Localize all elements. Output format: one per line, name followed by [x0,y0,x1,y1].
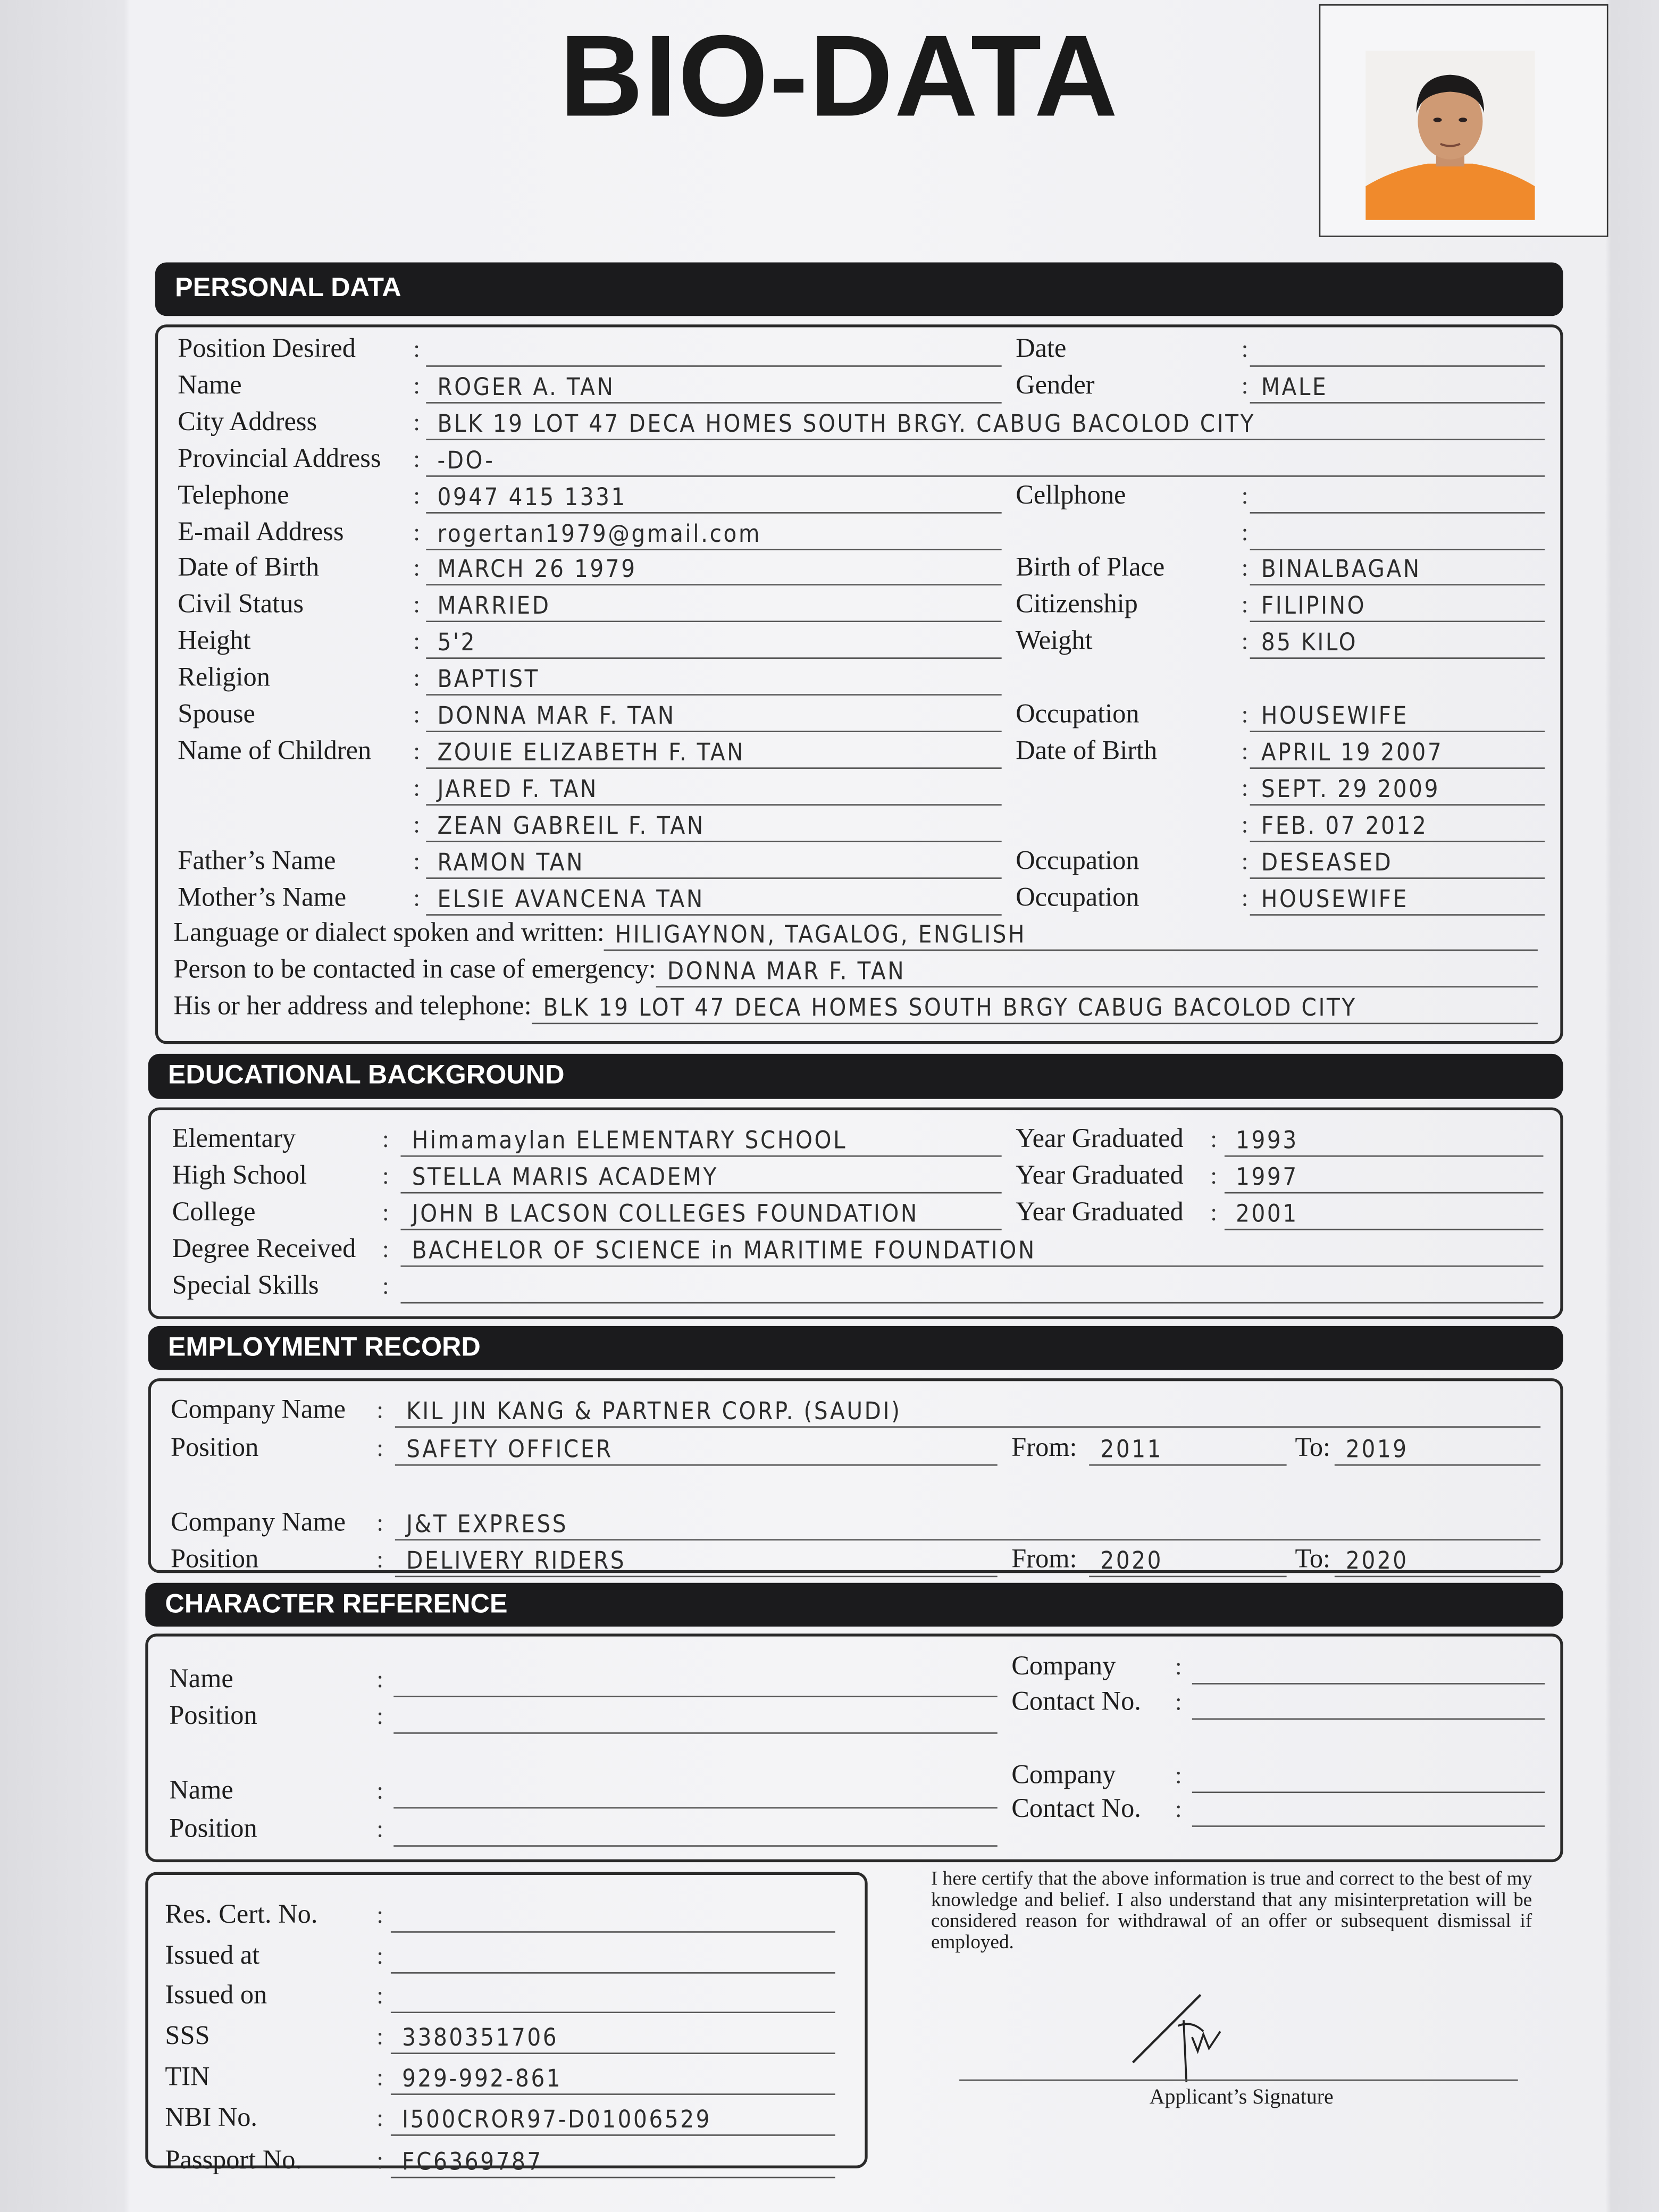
input-field[interactable] [426,513,1001,549]
position-field[interactable] [395,1540,998,1577]
form-row [158,989,1560,1026]
company-name-field[interactable] [395,1391,1540,1428]
handwritten-value: BACHELOR OF SCIENCE in MARITIME FOUNDATION [412,1237,1036,1266]
field-label: Provincial Address [178,443,381,474]
section-header-personal-data: PERSONAL DATA [155,262,1563,316]
input-field[interactable] [1250,549,1545,586]
field-label: Father’s Name [178,845,336,876]
certification-statement: I here certify that the above information is true and correct to the best of my knowledge and belief. I also understand that any misinterpretation will be considered reason for withdrawal of an offer or subsequent dismissal if employed. [931,1869,1532,1954]
field-label: NBI No. [165,2103,258,2133]
field-label: Gender [1016,371,1095,401]
form-row [158,733,1560,770]
form-row [158,770,1560,807]
handwritten-value: 2011 [1100,1436,1163,1464]
field-label: Name [169,1776,233,1806]
input-field[interactable] [1250,696,1545,732]
input-field[interactable] [426,805,1001,842]
field-label: Occupation [1016,882,1139,912]
field-label: Date of Birth [1016,736,1158,766]
colon-separator: : [376,1396,383,1423]
handwritten-value: BLK 19 LOT 47 DECA HOMES SOUTH BRGY CABUG BACOLOD CITY [542,994,1357,1023]
form-title: BIO-DATA [559,12,1119,141]
handwritten-value: HOUSEWIFE [1261,885,1409,914]
field-label: Passport No. [165,2146,303,2176]
input-field[interactable] [426,330,1001,367]
field-label: Telephone [178,480,289,510]
form-row [158,916,1560,953]
colon-separator: : [413,445,420,472]
form-row [151,1231,1560,1268]
field-label: Res. Cert. No. [165,1900,318,1930]
colon-separator: : [376,2147,383,2174]
form-row [158,477,1560,514]
input-field[interactable] [1250,330,1545,367]
form-row [158,514,1560,551]
field-label: Name [169,1664,233,1695]
form-row [151,1121,1560,1158]
input-field[interactable] [426,659,1001,696]
form-row [148,2060,865,2097]
field-label: Civil Status [178,590,304,620]
handwritten-value: -DO- [437,447,495,475]
field-label: Date [1016,334,1067,364]
colon-separator: : [413,555,420,582]
field-label: Position Desired [178,334,356,364]
colon-separator: : [376,1982,383,2009]
colon-separator: : [1175,1796,1182,1823]
form-row [158,879,1560,916]
to-year-field[interactable] [1335,1540,1540,1577]
inline-field [173,989,1538,1026]
colon-separator: : [376,1509,383,1537]
colon-separator: : [413,628,420,655]
input-field[interactable] [400,1194,1001,1230]
colon-separator: : [1241,555,1249,582]
company-name-field[interactable] [395,1504,1540,1540]
colon-separator: : [413,884,420,911]
form-row [148,1758,1561,1795]
field-label: Mother’s Name [178,882,347,912]
input-field[interactable] [391,2141,835,2178]
colon-separator: : [376,1815,383,1842]
form-row [148,1649,1561,1686]
form-row [158,697,1560,734]
input-field[interactable] [400,1267,1543,1303]
field-label: Degree Received [172,1234,356,1264]
handwritten-value: ROGER A. TAN [437,373,615,402]
colon-separator: : [1210,1162,1217,1189]
field-label: TIN [165,2062,210,2092]
input-field[interactable] [656,951,1538,988]
input-field[interactable] [426,440,1545,476]
form-row [148,1791,1561,1828]
form-row [151,1393,1560,1429]
handwritten-value: Himamaylan ELEMENTARY SCHOOL [412,1127,848,1155]
input-field[interactable] [426,623,1001,659]
input-field[interactable] [426,549,1001,586]
colon-separator: : [413,664,420,692]
form-row [158,660,1560,697]
input-field[interactable] [1225,1120,1544,1157]
field-label: Occupation [1016,845,1139,876]
colon-separator: : [376,1901,383,1929]
field-label: Date of Birth [178,554,320,583]
field-label: College [172,1197,256,1228]
field-label: Company [1011,1652,1116,1682]
input-field[interactable] [391,1896,835,1933]
reference-company-field[interactable] [1192,1756,1545,1793]
colon-separator: : [1241,847,1249,874]
input-field[interactable] [426,696,1001,732]
input-field[interactable] [391,2017,835,2054]
handwritten-value: BAPTIST [437,666,540,694]
handwritten-value: 0947 415 1331 [437,483,627,512]
handwritten-value: JOHN B LACSON COLLEGES FOUNDATION [412,1200,919,1229]
handwritten-value: JARED F. TAN [437,775,598,804]
colon-separator: : [1241,701,1249,728]
handwritten-value: SAFETY OFFICER [406,1436,613,1464]
colon-separator: : [376,1435,383,1462]
handwritten-value: MARRIED [437,593,551,622]
field-label: Special Skills [172,1271,319,1301]
colon-separator: : [382,1162,389,1189]
form-row [151,1542,1560,1579]
handwritten-value: DONNA MAR F. TAN [437,702,676,731]
character-reference-section [145,1633,1563,1862]
input-field[interactable] [1250,513,1545,549]
handwritten-value: FEB. 07 2012 [1261,812,1428,841]
colon-separator: : [1241,591,1249,618]
form-row [148,2019,865,2056]
field-label: His or her address and telephone: [173,992,532,1022]
handwritten-value: 85 KILO [1261,629,1358,658]
colon-separator: : [376,1777,383,1805]
input-field[interactable] [426,732,1001,769]
colon-separator: : [1175,1762,1182,1789]
form-row [148,2143,865,2180]
handwritten-value: 2020 [1100,1547,1163,1576]
form-row [148,1978,865,2015]
field-label: Religion [178,663,270,693]
form-row [158,624,1560,660]
form-row [151,1268,1560,1305]
form-row [148,1685,1561,1721]
input-field[interactable] [426,403,1545,440]
field-label: City Address [178,407,317,437]
input-field[interactable] [426,367,1001,404]
handwritten-value: J&T EXPRESS [406,1511,568,1539]
section-header-character-reference: CHARACTER REFERENCE [145,1583,1563,1627]
input-field[interactable] [1225,1194,1544,1230]
field-label: Contact No. [1011,1687,1141,1717]
input-field[interactable] [400,1120,1001,1157]
colon-separator: : [413,518,420,546]
handwritten-value: APRIL 19 2007 [1261,739,1444,767]
field-label: High School [172,1161,307,1191]
signature-label: Applicant’s Signature [1149,2086,1334,2109]
field-label: Company Name [171,1395,346,1425]
input-field[interactable] [605,915,1538,951]
handwritten-value: 3380351706 [402,2024,559,2053]
handwritten-value: ELSIE AVANCENA TAN [437,885,705,914]
input-field[interactable] [1250,367,1545,404]
form-row [148,1938,865,1975]
position-field[interactable] [395,1429,998,1466]
handwritten-value: 2001 [1236,1200,1298,1229]
field-label: SSS [165,2021,210,2051]
field-label: Company [1011,1761,1116,1790]
colon-separator: : [413,591,420,618]
input-field[interactable] [426,586,1001,623]
colon-separator: : [382,1272,389,1300]
colon-separator: : [413,847,420,874]
from-year-field[interactable] [1089,1429,1286,1466]
field-label: To: [1295,1433,1331,1463]
field-label: Year Graduated [1016,1197,1184,1228]
colon-separator: : [382,1126,389,1153]
handwritten-value: rogertan1979@gmail.com [437,520,762,548]
handwritten-value: BINALBAGAN [1261,556,1421,585]
field-label: From: [1011,1545,1077,1574]
field-label: Position [171,1545,259,1574]
form-row [151,1430,1560,1467]
id-photo-frame [1319,4,1608,237]
form-row [158,843,1560,879]
colon-separator: : [1241,810,1249,838]
input-field[interactable] [532,988,1538,1025]
colon-separator: : [1175,1688,1182,1716]
colon-separator: : [382,1236,389,1263]
form-row [158,331,1560,368]
colon-separator: : [413,408,420,436]
field-label: Language or dialect spoken and written: [173,919,605,949]
applicant-photo [1365,51,1535,220]
form-row [151,1505,1560,1542]
input-field[interactable] [1250,623,1545,659]
handwritten-value: 5'2 [437,629,477,658]
input-field[interactable] [1250,586,1545,623]
form-row [158,405,1560,441]
form-row [148,1897,865,1934]
input-field[interactable] [1250,805,1545,842]
field-label: Person to be contacted in case of emergency: [173,955,656,985]
handwritten-value: DONNA MAR F. TAN [667,958,906,987]
form-row [158,368,1560,405]
colon-separator: : [376,2105,383,2132]
field-label: Name [178,371,242,401]
field-label: Contact No. [1011,1794,1141,1824]
signature-line [959,2080,1518,2081]
input-field[interactable] [1225,1157,1544,1194]
handwritten-value: KIL JIN KANG & PARTNER CORP. (SAUDI) [406,1398,902,1427]
field-label: Position [171,1433,259,1463]
input-field[interactable] [1250,476,1545,513]
handwritten-value: 2019 [1346,1436,1409,1464]
reference-company-field[interactable] [1192,1648,1545,1685]
input-field[interactable] [426,878,1001,915]
colon-separator: : [413,372,420,399]
colon-separator: : [376,1666,383,1693]
input-field[interactable] [1250,842,1545,878]
colon-separator: : [376,2023,383,2050]
form-row [158,807,1560,843]
colon-separator: : [1210,1199,1217,1226]
colon-separator: : [376,1546,383,1573]
field-label: Elementary [172,1124,296,1154]
government-ids-section [145,1872,867,2177]
colon-separator: : [376,1703,383,1730]
handwritten-value: ZEAN GABREIL F. TAN [437,812,705,841]
field-label: Year Graduated [1016,1124,1184,1154]
field-label: Company Name [171,1508,346,1538]
field-label: Birth of Place [1016,554,1165,583]
handwritten-value: FC6369787 [402,2148,543,2177]
field-label: Height [178,626,251,657]
field-label: Name of Children [178,736,372,766]
field-label: Position [169,1814,257,1844]
reference-contact-field[interactable] [1192,1790,1545,1827]
colon-separator: : [382,1199,389,1226]
field-label: From: [1011,1433,1077,1463]
colon-separator: : [1210,1126,1217,1153]
form-row [148,2100,865,2137]
field-label: Occupation [1016,699,1139,730]
handwritten-value: HILIGAYNON, TAGALOG, ENGLISH [616,921,1027,950]
field-label: Weight [1016,626,1093,657]
input-field[interactable] [391,2099,835,2136]
colon-separator: : [1241,628,1249,655]
colon-separator: : [413,738,420,765]
handwritten-value: SEPT. 29 2009 [1261,775,1440,804]
colon-separator: : [1241,774,1249,801]
inline-field [173,953,1538,990]
section-header-education: EDUCATIONAL BACKGROUND [148,1054,1563,1099]
colon-separator: : [1175,1653,1182,1680]
input-field[interactable] [400,1157,1001,1194]
colon-separator: : [413,482,420,509]
handwritten-value: MARCH 26 1979 [437,556,637,585]
handwritten-value: 2020 [1346,1547,1409,1576]
input-field[interactable] [391,1937,835,1974]
from-year-field[interactable] [1089,1540,1286,1577]
field-label: Issued on [165,1980,267,2010]
personal-data-section [155,324,1563,1044]
field-label: Issued at [165,1941,260,1971]
colon-separator: : [1241,738,1249,765]
handwritten-value: MALE [1261,373,1328,402]
handwritten-value: 1997 [1236,1163,1298,1192]
colon-separator: : [1241,372,1249,399]
input-field[interactable] [426,768,1001,805]
section-header-employment: EMPLOYMENT RECORD [148,1326,1563,1370]
input-field[interactable] [426,842,1001,878]
input-field[interactable] [1250,768,1545,805]
inline-field [173,916,1538,953]
input-field[interactable] [391,1976,835,2013]
form-row [158,551,1560,588]
form-row [158,587,1560,624]
handwritten-value: DELIVERY RIDERS [406,1547,626,1576]
field-label: Cellphone [1016,480,1126,510]
form-row [151,1195,1560,1231]
employment-section [148,1378,1563,1576]
field-label: Year Graduated [1016,1161,1184,1191]
handwritten-value: ZOUIE ELIZABETH F. TAN [437,739,745,767]
applicant-signature [1121,1989,1249,2091]
handwritten-value: 1993 [1236,1127,1298,1155]
handwritten-value: 929-992-861 [402,2065,563,2094]
colon-separator: : [1241,336,1249,363]
to-year-field[interactable] [1335,1429,1540,1466]
input-field[interactable] [1250,878,1545,915]
input-field[interactable] [426,476,1001,513]
handwritten-value: I500CROR97-D01006529 [402,2106,712,2135]
education-section [148,1108,1563,1319]
field-label: Position [169,1701,257,1731]
colon-separator: : [376,2064,383,2091]
colon-separator: : [376,1942,383,1970]
input-field[interactable] [400,1230,1543,1267]
colon-separator: : [1241,518,1249,546]
input-field[interactable] [391,2058,835,2095]
colon-separator: : [1241,482,1249,509]
colon-separator: : [413,701,420,728]
handwritten-value: DESEASED [1261,849,1393,877]
colon-separator: : [413,336,420,363]
colon-separator: : [413,810,420,838]
field-label: E-mail Address [178,517,344,547]
field-label: To: [1295,1545,1331,1574]
colon-separator: : [1241,884,1249,911]
handwritten-value: HOUSEWIFE [1261,702,1409,731]
reference-contact-field[interactable] [1192,1683,1545,1720]
handwritten-value: STELLA MARIS ACADEMY [412,1163,718,1192]
form-row [151,1158,1560,1195]
form-row [158,953,1560,990]
handwritten-value: FILIPINO [1261,593,1367,622]
input-field[interactable] [1250,732,1545,769]
colon-separator: : [413,774,420,801]
handwritten-value: RAMON TAN [437,849,585,877]
form-row [158,441,1560,478]
field-label: Citizenship [1016,590,1138,620]
field-label: Spouse [178,699,255,730]
handwritten-value: BLK 19 LOT 47 DECA HOMES SOUTH BRGY. CABUG BACOLOD CITY [437,410,1256,439]
